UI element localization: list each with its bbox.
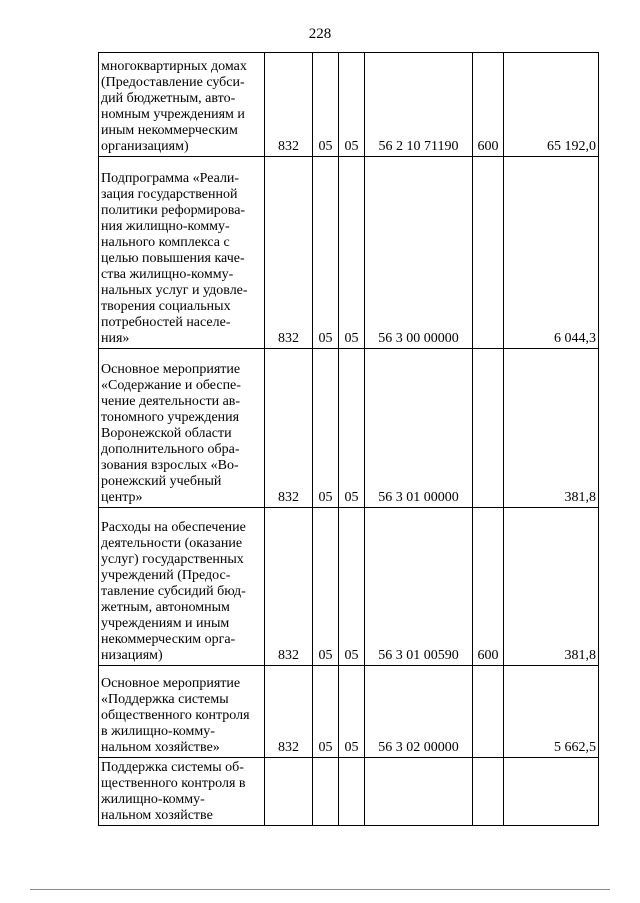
subsection-cell: 05 [339,508,365,666]
department-code-cell: 832 [265,53,313,157]
department-code-cell: 832 [265,508,313,666]
department-code-cell: 832 [265,666,313,758]
subsection-cell: 05 [339,349,365,508]
amount-cell: 65 192,0 [504,53,599,157]
row-name-cell: Подпрограмма «Реали- зация государственной политики реформирова- ния жилищно-комму- нального комплекса с целью повышения каче- ства жилищно-комму- нальных услуг и удовле- творения социальных потребностей населе- ния» [99,157,265,349]
expense-type-cell [473,157,504,349]
table-row [99,349,599,508]
section-cell: 05 [313,157,339,349]
expense-type-cell [473,349,504,508]
budget-table [98,52,599,826]
page-bottom-rule [30,889,610,890]
target-article-cell: 56 3 02 00000 [365,666,473,758]
amount-cell: 381,8 [504,349,599,508]
subsection-cell: 05 [339,666,365,758]
row-name-cell: Основное мероприятие «Содержание и обеспе- чение деятельности ав- тономного учреждения Воронежской области дополнительного обра- зования взрослых «Во- ронежский учебный центр» [99,349,265,508]
section-cell: 05 [313,53,339,157]
target-article-cell: 56 3 01 00000 [365,349,473,508]
subsection-cell [339,758,365,826]
amount-cell [504,758,599,826]
page-number: 228 [308,26,332,42]
expense-type-cell: 600 [473,508,504,666]
table-row [99,666,599,758]
table-row [99,157,599,349]
amount-cell: 6 044,3 [504,157,599,349]
department-code-cell: 832 [265,349,313,508]
subsection-cell: 05 [339,157,365,349]
amount-cell: 381,8 [504,508,599,666]
target-article-cell: 56 3 01 00590 [365,508,473,666]
section-cell [313,758,339,826]
row-name-cell: многоквартирных домах (Предоставление субси- дий бюджетным, авто- номным учреждениям и иным некоммерческим организациям) [99,53,265,157]
table-row [99,53,599,157]
row-name-cell: Основное мероприятие «Поддержка системы общественного контроля в жилищно-комму- нальном хозяйстве» [99,666,265,758]
table-row [99,508,599,666]
table-row [99,758,599,826]
section-cell: 05 [313,508,339,666]
subsection-cell: 05 [339,53,365,157]
amount-cell: 5 662,5 [504,666,599,758]
expense-type-cell [473,758,504,826]
expense-type-cell [473,666,504,758]
department-code-cell: 832 [265,157,313,349]
row-name-cell: Расходы на обеспечение деятельности (оказание услуг) государственных учреждений (Предос- тавление субсидий бюд- жетным, автономным учреждениям и иным некоммерческим орга- низациям) [99,508,265,666]
section-cell: 05 [313,349,339,508]
row-name-cell: Поддержка системы об- щественного контроля в жилищно-комму- нальном хозяйстве [99,758,265,826]
target-article-cell: 56 2 10 71190 [365,53,473,157]
section-cell: 05 [313,666,339,758]
target-article-cell: 56 3 00 00000 [365,157,473,349]
department-code-cell [265,758,313,826]
expense-type-cell: 600 [473,53,504,157]
target-article-cell [365,758,473,826]
